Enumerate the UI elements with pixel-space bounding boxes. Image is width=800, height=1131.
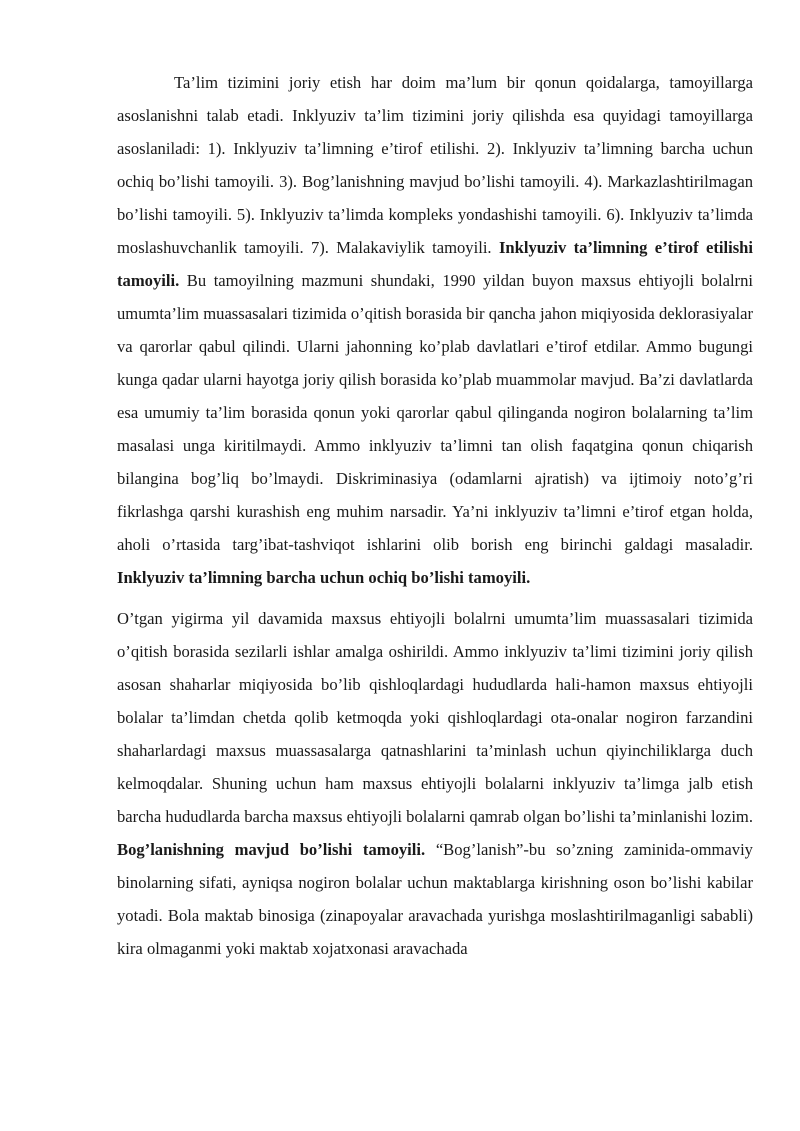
heading-connection-principle: Bog’lanishning mavjud bo’lishi tamoyili. [117, 840, 426, 859]
paragraph-openness-text: O’tgan yigirma yil davamida maxsus ehtiyojli bolalrni umumta’lim muassasalari tizimida o’qitish borasida sezilarli ishlar amalga oshirildi. Ammo inklyuziv ta’limi tizimini joriy qilish asosan shaharlar miqiyosida bo’lib qishloqlardagi hududlarda hali-hamon maxsus ehtiyojli bolalar ta’limdan chetda qolib ketmoqda yoki qishloqlardagi ota-onalar nogiron farzandini shaharlardagi maxsus muassasalarga qatnashlarini ta’minlash uchun qiyinchiliklarga duch kelmoqdalar. Shuning uchun ham maxsus ehtiyojli bolalarni inklyuziv ta’limga jalb etish barcha hududlarda barcha maxsus ehtiyojli bolalarni qamrab olgan bo’lishi ta’minlanishi lozim. [117, 609, 753, 826]
heading-openness-principle: Inklyuziv ta’limning barcha uchun ochiq bo’lishi tamoyili. [117, 568, 531, 587]
paragraph-recognition-text: Bu tamoyilning mazmuni shundaki, 1990 yildan buyon maxsus ehtiyojli bolalrni umumta’lim muassasalari tizimida o’qitish borasida bir qancha jahon miqiyosida deklorasiyalar va qarorlar qabul qilindi. Ularni jahonning ko’plab davlatlari e’tirof etdilar. Ammo bugungi kunga qadar ularni hayotga joriy qilish borasida ko’plab muammolar mavjud. Ba’zi davlatlarda esa umumiy ta’lim borasida qonun yoki qarorlar qabul qilinganda nogiron bolalarning ta’lim masalasi unga kiritilmaydi. Ammo inklyuziv ta’limni tan olish faqatgina qonun chiqarish bilangina bog’liq bo’lmaydi. Diskriminasiya (odamlarni ajratish) va ijtimoiy noto’g’ri fikrlashga qarshi kurashish eng muhim narsadir. Ya’ni inklyuziv ta’limni e’tirof etgan holda, aholi o’rtasida targ’ibat-tashviqot ishlarini olib borish eng birinchi galdagi masaladir. [117, 271, 753, 554]
paragraph-connection-text: “Bog’lanish”-bu so’zning zaminida-ommaviy binolarning sifati, ayniqsa nogiron bolalar uchun maktablarga kirishning oson bo’lishi kabilar yotadi. Bola maktab binosiga (zinapoyalar aravachada yurishga moslashtirilmaganligi sababli) kira olmaganmi yoki maktab xojatxonasi aravachada [117, 840, 753, 958]
document-page [117, 66, 753, 965]
paragraph-intro-text: Ta’lim tizimini joriy etish har doim ma’lum bir qonun qoidalarga, tamoyillarga asoslanishni talab etadi. Inklyuziv ta’lim tizimini joriy qilishda esa quyidagi tamoyillarga asoslaniladi: 1). Inklyuziv ta’limning e’tirof etilishi. 2). Inklyuziv ta’limning barcha uchun ochiq bo’lishi tamoyili. 3). Bog’lanishning mavjud bo’lishi tamoyili. 4). Markazlashtirilmagan bo’lishi tamoyili. 5). Inklyuziv ta’limda kompleks yondashishi tamoyili. 6). Inklyuziv ta’limda moslashuvchanlik tamoyili. 7). Malakaviylik tamoyili. [117, 73, 753, 257]
paragraph-openness [117, 602, 753, 965]
paragraph-principles [117, 66, 753, 594]
heading-recognition-principle: Inklyuziv ta’limning e’tirof etilishi tamoyili. [117, 238, 753, 290]
